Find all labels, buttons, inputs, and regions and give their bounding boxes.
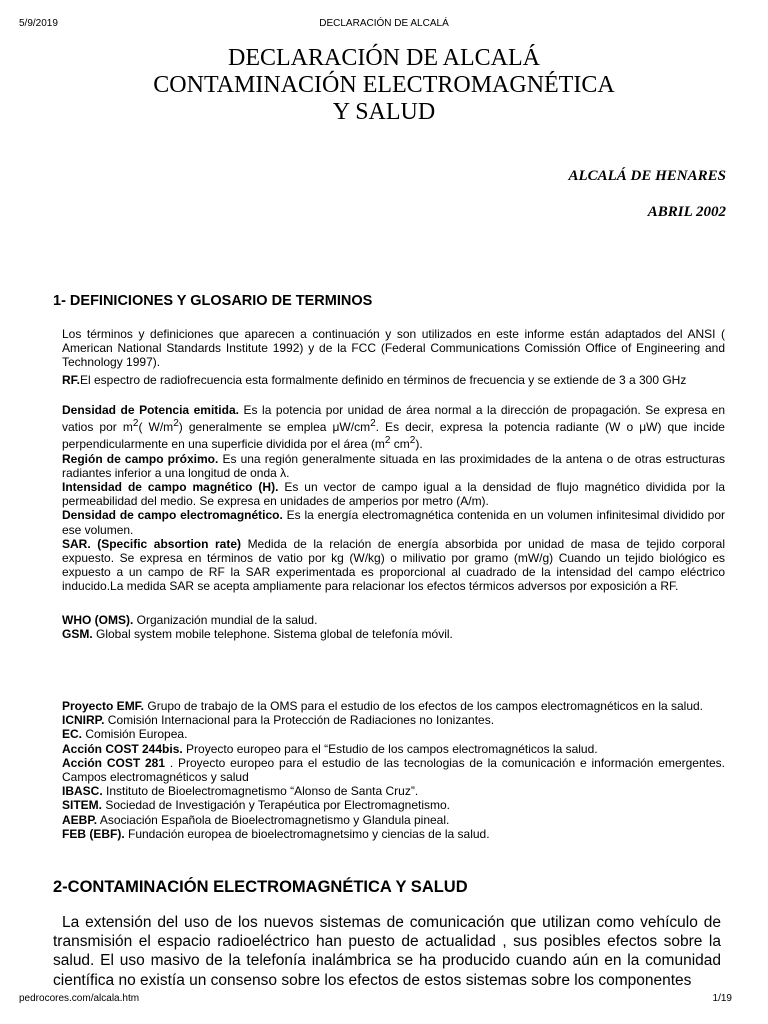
print-doc-title: DECLARACIÓN DE ALCALÁ [319, 18, 449, 29]
sar-term: SAR. (Specific absortion rate) [62, 536, 242, 551]
definitions-block-2 [53, 613, 725, 641]
emf-definition [53, 699, 725, 713]
aebp-text: Asociación Española de Bioelectromagnetismo y Glandula pineal. [97, 812, 450, 827]
icnirp-definition [53, 713, 725, 727]
icnirp-text: Comisión Internacional para la Protección de Radiaciones no Ionizantes. [104, 713, 495, 728]
rcp-term: Región de campo próximo. [62, 451, 219, 466]
ec-definition [53, 727, 725, 741]
who-definition [53, 613, 725, 627]
intro-paragraph [53, 327, 725, 370]
gsm-term: GSM. [62, 627, 93, 642]
who-text: Organización mundial de la salud. [133, 613, 318, 627]
icm-text: Es un vector de campo igual a la densidad de flujo magnético dividida por la permeabilidad del medio. Se expresa en unidades de amperios por metro (A/m). [62, 480, 726, 509]
print-page-number: 1/19 [712, 993, 732, 1004]
print-date: 5/9/2019 [19, 18, 58, 29]
aebp-term: AEBP. [62, 812, 98, 827]
title-line-1: DECLARACIÓN DE ALCALÁ [228, 45, 540, 71]
dpe-text-c: ) generalmente se emplea μW/cm [178, 420, 371, 435]
dpe-text-b: ( W/m [138, 420, 174, 435]
ibasc-text: Instituto de Bioelectromagnetismo “Alonso de Santa Cruz”. [102, 784, 419, 799]
dpe-text-d: . Es decir, expresa la potencia radiante (W o μW) que incide perpendicularmente en una superficie dividida por el área (m [62, 420, 725, 452]
feb-definition [53, 827, 725, 841]
sitem-term: SITEM. [62, 798, 103, 813]
title-line-2: CONTAMINACIÓN ELECTROMAGNÉTICA [153, 72, 615, 98]
cost281-term: Acción COST 281 [62, 755, 166, 770]
section-2-body [53, 913, 721, 990]
print-url: pedrocores.com/alcala.htm [19, 993, 140, 1004]
who-term: WHO (OMS). [62, 613, 134, 627]
ec-term: EC. [62, 727, 83, 742]
place-line: ALCALÁ DE HENARES [568, 168, 726, 184]
sar-text: Medida de la relación de energía absorbida por unidad de masa de tejido corporal expuesto. Se expresa en términos de vatio por kg (W/kg) o milivatio por gramo (mW/g) Cuando un tejido biológico es expuesto a un campo de RF la SAR experimentada es proporcional al cuadrado de la intensidad del campo eléctrico inducido.La medida SAR se acepta ampliamente para relacionar los efectos térmicos adversos por exposición a RF. [62, 536, 725, 594]
superscript: 2 [132, 418, 139, 430]
intro-text: Los términos y definiciones que aparecen a continuación y son utilizados en este informe están adaptados del ANSI ( American National Standards Institute 1992) y de la FCC (Federal Communications Comissión Office of Engineering and Technology 1997). [62, 327, 725, 370]
sitem-text: Sociedad de Investigación y Terapéutica por Electromagnetismo. [102, 798, 450, 813]
cost244-term: Acción COST 244bis. [62, 741, 183, 756]
emf-term: Proyecto EMF. [62, 699, 145, 713]
cost281-text: . Proyecto europeo para el estudio de las tecnologias de la comunicación e información emergentes. Campos electromagnéticos y salud [62, 755, 726, 785]
sitem-definition [53, 798, 725, 812]
sar-definition [53, 537, 725, 594]
ibasc-definition [53, 784, 725, 798]
rf-definition [53, 373, 725, 387]
gsm-definition [53, 627, 725, 641]
definitions-block-3 [53, 699, 725, 841]
dpe-text-a: Es la potencia por unidad de área normal a la dirección de propagación. Se expresa en vatios por m [62, 403, 726, 435]
rf-text: El espectro de radiofrecuencia esta formalmente definido en términos de frecuencia y se extiende de 3 a 300 GHz [80, 373, 687, 387]
cost244-definition [53, 742, 725, 756]
section-2-heading: 2-CONTAMINACIÓN ELECTROMAGNÉTICA Y SALUD [53, 878, 468, 896]
dpe-term: Densidad de Potencia emitida. [62, 403, 239, 417]
dpe-text-e: cm [390, 437, 410, 452]
dce-text: Es la energía electromagnética contenida en un volumen infinitesimal dividido por ese volumen. [62, 508, 725, 537]
rcp-text: Es una región generalmente situada en las proximidades de la antena o de otras estructuras radiantes inferior a una longitud de onda λ. [62, 451, 725, 480]
feb-term: FEB (EBF). [62, 826, 125, 841]
feb-text: Fundación europea de bioelectromagnetsimo y ciencias de la salud. [124, 826, 490, 841]
section-1-heading: 1- DEFINICIONES Y GLOSARIO DE TERMINOS [53, 293, 373, 309]
gsm-text: Global system mobile telephone. Sistema global de telefonía móvil. [92, 627, 453, 642]
title-line-3: Y SALUD [332, 99, 436, 125]
dpe-definition [53, 403, 725, 452]
cost244-text: Proyecto europeo para el “Estudio de los campos electromagnéticos la salud. [182, 741, 598, 756]
cost281-definition [53, 756, 725, 784]
superscript: 2 [409, 435, 416, 447]
ec-text: Comisión Europea. [82, 727, 188, 742]
dpe-text-f: ). [415, 437, 423, 452]
date-line: ABRIL 2002 [647, 204, 726, 220]
icm-definition [53, 480, 725, 508]
definitions-block-1 [53, 403, 725, 594]
superscript: 2 [173, 418, 179, 430]
ibasc-term: IBASC. [62, 784, 103, 799]
dce-term: Densidad de campo electromagnético. [62, 508, 283, 523]
superscript: 2 [370, 418, 376, 430]
rf-term: RF. [62, 373, 80, 387]
rcp-definition [53, 452, 725, 480]
section-2-paragraph: La extensión del uso de los nuevos sistemas de comunicación que utilizan como vehículo de transmisión el espacio radioeléctrico han puesto de actualidad , sus posibles efectos sobre la salud. El uso masivo de la telefonía inalámbrica se ha producido cuando aún en la comunidad científica no existía un consenso sobre los efectos de estos sistemas sobre los componentes [53, 914, 721, 989]
superscript: 2 [384, 435, 391, 447]
icm-term: Intensidad de campo magnético (H). [62, 480, 279, 495]
aebp-definition [53, 813, 725, 827]
icnirp-term: ICNIRP. [62, 713, 105, 728]
dce-definition [53, 508, 725, 536]
emf-text: Grupo de trabajo de la OMS para el estudio de los efectos de los campos electromagnéticos en la salud. [144, 699, 704, 713]
document-title [0, 45, 768, 126]
